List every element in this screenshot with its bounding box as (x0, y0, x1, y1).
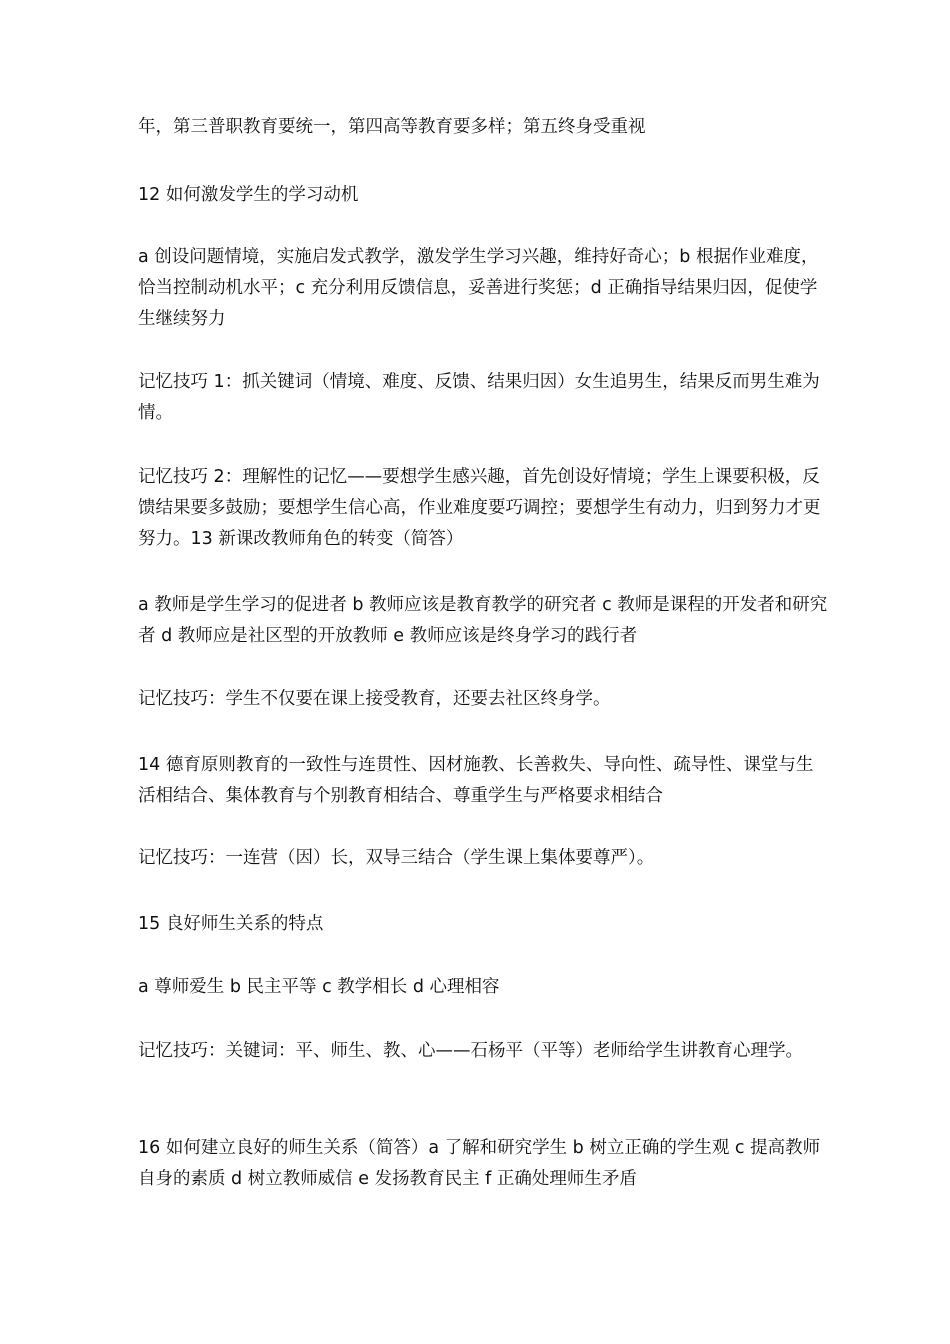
memory-tip-2: 记忆技巧 2：理解性的记忆——要想学生感兴趣，首先创设好情境；学生上课要积极，反馈结果要多鼓励；要想学生信心高，作业难度要巧调控；要想学生有动力，归到努力才更努力。13 新课改教师角色的转变（简答） (138, 467, 821, 549)
memory-tip-1: 记忆技巧 1：抓关键词（情境、难度、反馈、结果归因）女生追男生，结果反而男生难为情。 (138, 372, 820, 423)
paragraph-12-answer: a 创设问题情境，实施启发式教学，激发学生学习兴趣，维持好奇心；b 根据作业难度，恰当控制动机水平；c 充分利用反馈信息，妥善进行奖惩；d 正确指导结果归因，促使学生继续努力 (138, 247, 819, 329)
memory-tip-13: 记忆技巧：学生不仅要在课上接受教育，还要去社区终身学。 (138, 689, 611, 709)
heading-12: 12 如何激发学生的学习动机 (138, 185, 359, 205)
memory-tip-14: 记忆技巧：一连营（因）长，双导三结合（学生课上集体要尊严）。 (138, 848, 655, 868)
paragraph-16: 16 如何建立良好的师生关系（简答）a 了解和研究学生 b 树立正确的学生观 c 提高教师自身的素质 d 树立教师威信 e 发扬教育民主 f 正确处理师生矛盾 (138, 1138, 821, 1189)
memory-tip-15: 记忆技巧：关键词：平、师生、教、心——石杨平（平等）老师给学生讲教育心理学。 (138, 1041, 803, 1061)
paragraph-15-answer: a 尊师爱生 b 民主平等 c 教学相长 d 心理相容 (138, 977, 500, 997)
paragraph-1: 年，第三普职教育要统一，第四高等教育要多样；第五终身受重视 (138, 117, 646, 137)
heading-15: 15 良好师生关系的特点 (138, 914, 324, 934)
paragraph-14: 14 德育原则教育的一致性与连贯性、因材施教、长善救失、导向性、疏导性、课堂与生活相结合、集体教育与个别教育相结合、尊重学生与严格要求相结合 (138, 755, 814, 806)
paragraph-13-answer: a 教师是学生学习的促进者 b 教师应该是教育教学的研究者 c 教师是课程的开发者和研究者 d 教师应是社区型的开放教师 e 教师应该是终身学习的践行者 (138, 595, 828, 646)
